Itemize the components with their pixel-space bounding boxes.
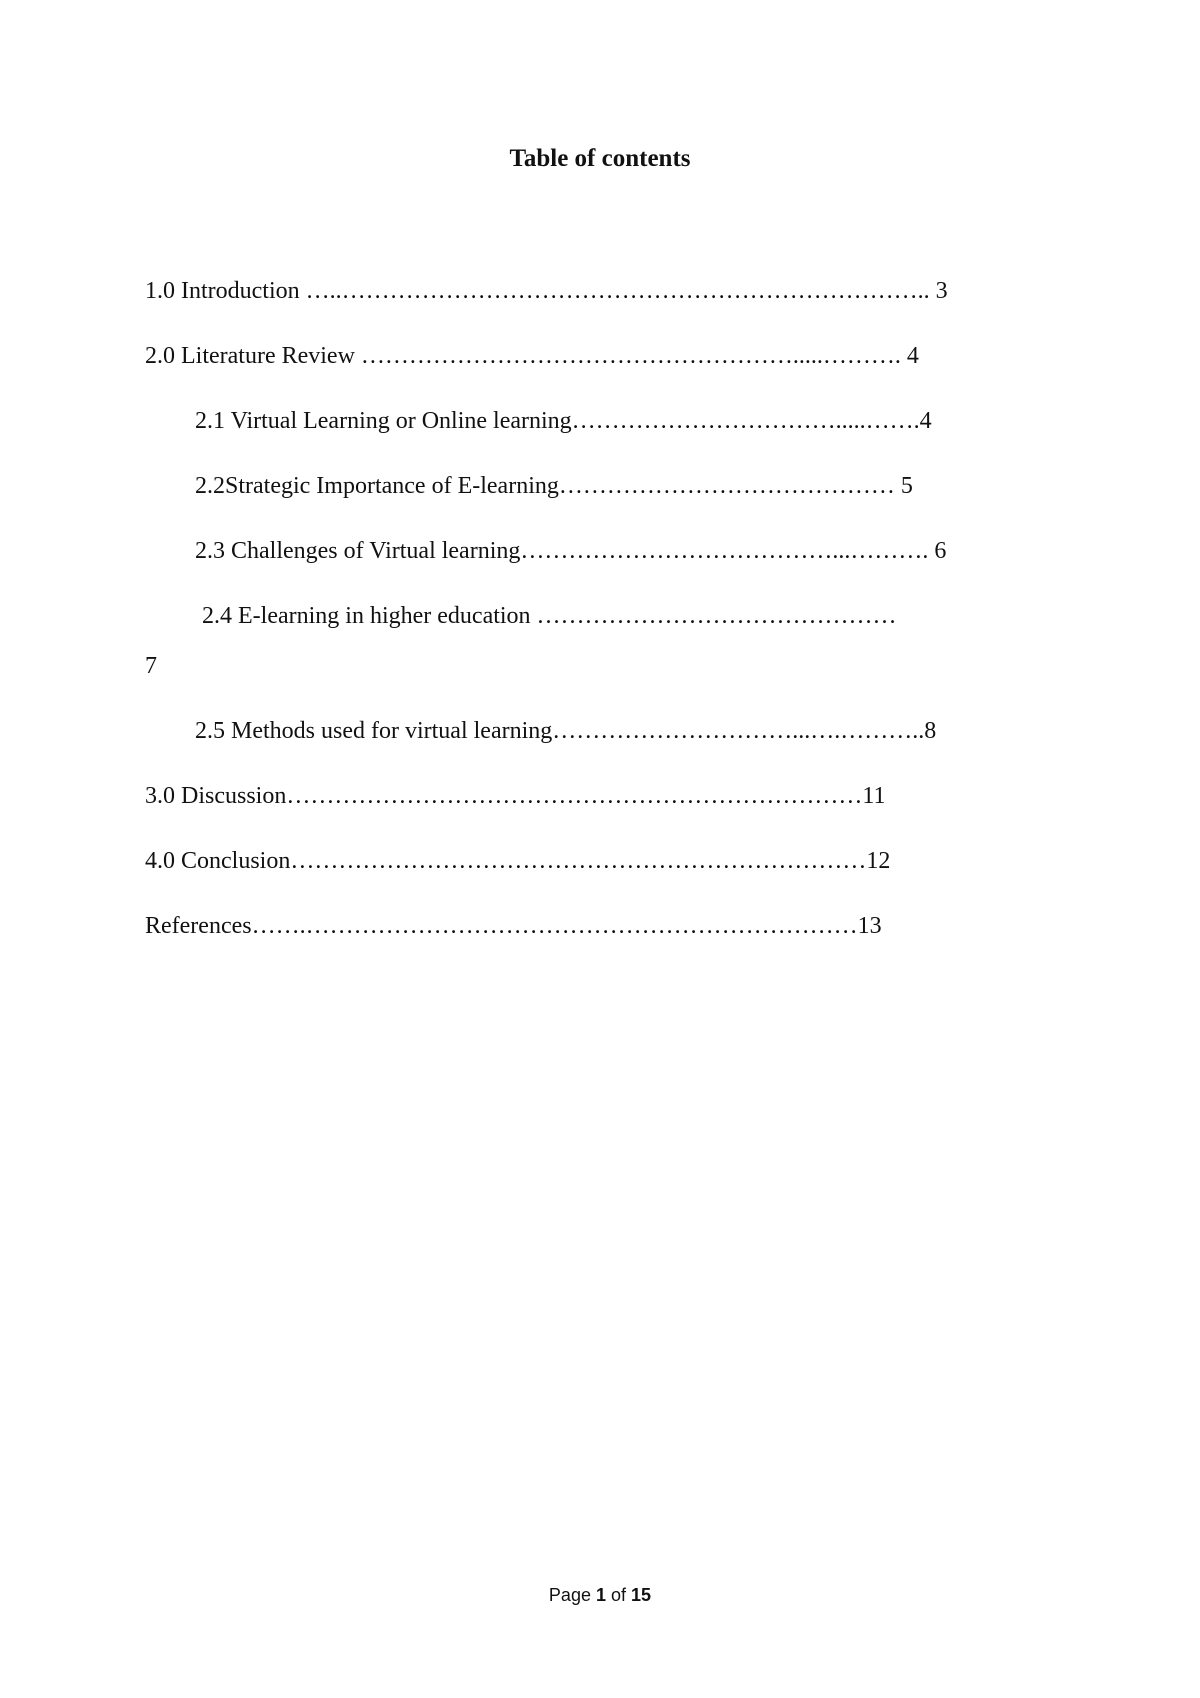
- toc-entry-conclusion: 4.0 Conclusion………………………………………………………………12: [145, 848, 891, 874]
- toc-entry-challenges: 2.3 Challenges of Virtual learning…………………………………...………. 6: [195, 538, 947, 564]
- page-footer: [0, 1585, 1200, 1606]
- toc-entry-higher-education: 2.4 E-learning in higher education ………………………………………: [202, 603, 897, 629]
- footer-current-page: 1: [595, 1585, 606, 1605]
- toc-entry-discussion: 3.0 Discussion………………………………………………………………11: [145, 783, 886, 809]
- toc-entry-higher-education-page: 7: [145, 653, 157, 679]
- toc-entry-references: References…….……………………………………………………………13: [145, 913, 882, 939]
- toc-entry-strategic-importance: 2.2Strategic Importance of E-learning…………………………………… 5: [195, 473, 913, 499]
- footer-total-pages: 15: [631, 1585, 652, 1605]
- page-title: Table of contents: [509, 145, 691, 172]
- toc-entry-introduction: 1.0 Introduction …..……………………………………………………………….. 3: [145, 278, 948, 304]
- footer-of-label: of: [611, 1585, 627, 1605]
- toc-entry-literature-review: 2.0 Literature Review ……………………………………………….....………. 4: [145, 343, 919, 369]
- toc-entry-virtual-learning: 2.1 Virtual Learning or Online learning…………………………….....…….4: [195, 408, 932, 434]
- toc-entry-methods: 2.5 Methods used for virtual learning…………………………...….………..8: [195, 718, 937, 744]
- footer-page-label: Page: [548, 1585, 591, 1605]
